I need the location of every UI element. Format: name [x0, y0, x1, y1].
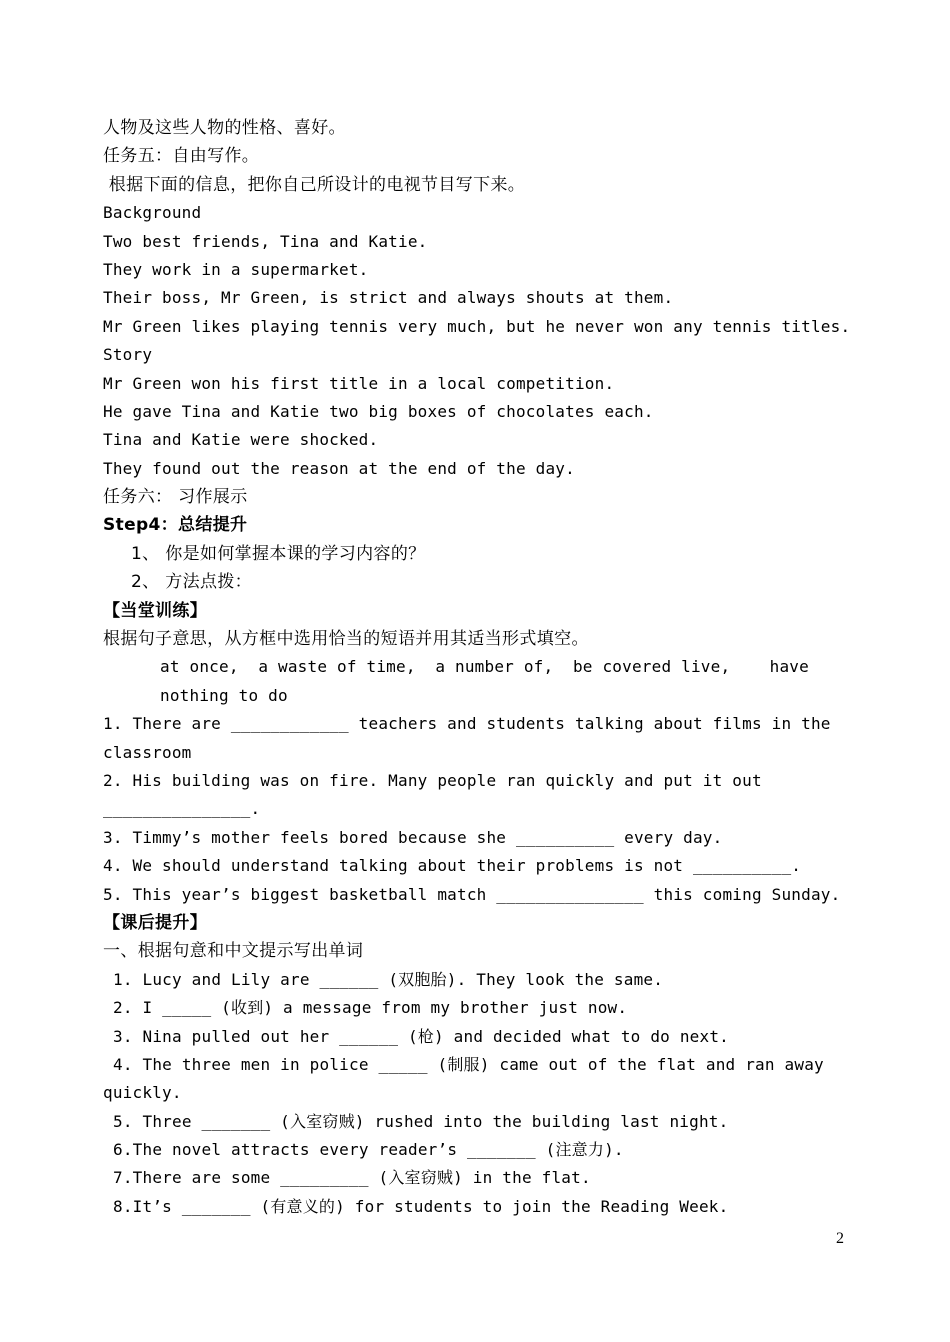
text-line: _______________. — [103, 799, 261, 819]
text-line: 一、根据句意和中文提示写出单词 — [103, 941, 364, 962]
text-line: 3. Nina pulled out her ______ (枪) and decided what to do next. — [113, 1026, 730, 1046]
text-line: 4. The three men in police _____ (制服) came out of the flat and ran away — [113, 1054, 824, 1074]
text-line: 1. Lucy and Lily are ______ (双胞胎). They look the same. — [113, 969, 664, 989]
text-line: 3. Timmy’s mother feels bored because she __________ every day. — [103, 827, 723, 847]
text-line: 2. I _____ (收到) a message from my brother just now. — [113, 998, 628, 1018]
text-line: Mr Green likes playing tennis very much, but he never won any tennis titles. — [103, 316, 851, 336]
text-line: 2. His building was on fire. Many people ran quickly and put it out — [103, 770, 762, 790]
text-line: 1、 你是如何掌握本课的学习内容的？ — [131, 543, 426, 564]
text-line: 7.There are some _________ (入室窃贼) in the flat. — [113, 1168, 591, 1188]
text-line: 根据句子意思，从方框中选用恰当的短语并用其适当形式填空。 — [103, 629, 589, 650]
text-line: quickly. — [103, 1083, 182, 1103]
text-line: nothing to do — [160, 685, 288, 705]
text-line: classroom — [103, 742, 192, 762]
text-line: Their boss, Mr Green, is strict and always shouts at them. — [103, 288, 674, 308]
text-line: 【课后提升】 — [103, 912, 208, 933]
text-line: He gave Tina and Katie two big boxes of chocolates each. — [103, 401, 654, 421]
text-line: Tina and Katie were shocked. — [103, 430, 379, 450]
text-line: Story — [103, 345, 153, 365]
text-line: 5. This year’s biggest basketball match _______________ this coming Sunday. — [103, 884, 841, 904]
text-line: 8.It’s _______ (有意义的) for students to join the Reading Week. — [113, 1196, 729, 1216]
text-line: 根据下面的信息，把你自己所设计的电视节目写下来。 — [103, 174, 526, 195]
text-line: They found out the reason at the end of the day. — [103, 458, 575, 478]
text-line: Mr Green won his first title in a local competition. — [103, 373, 615, 393]
text-line: 人物及这些人物的性格、喜好。 — [103, 118, 346, 138]
text-line: Step4：总结提升 — [103, 515, 248, 536]
document-body — [103, 114, 851, 1221]
text-line: They work in a supermarket. — [103, 259, 369, 279]
text-line: 【当堂训练】 — [103, 600, 208, 621]
text-line: Background — [103, 203, 202, 223]
text-line: at once, a waste of time, a number of, be covered live, have — [160, 657, 809, 677]
page-number: 2 — [836, 1230, 844, 1247]
text-line: Two best friends, Tina and Katie. — [103, 231, 428, 251]
text-line: 1. There are ____________ teachers and students talking about films in the — [103, 714, 831, 734]
text-line: 2、 方法点拨： — [131, 572, 253, 593]
text-line: 6.The novel attracts every reader’s _______ (注意力). — [113, 1140, 624, 1160]
text-line: 4. We should understand talking about their problems is not __________. — [103, 856, 802, 876]
text-line: 5. Three _______ (入室窃贼) rushed into the building last night. — [113, 1111, 729, 1131]
text-line: 任务六： 习作展示 — [103, 487, 248, 508]
text-line: 任务五：自由写作。 — [103, 146, 260, 167]
